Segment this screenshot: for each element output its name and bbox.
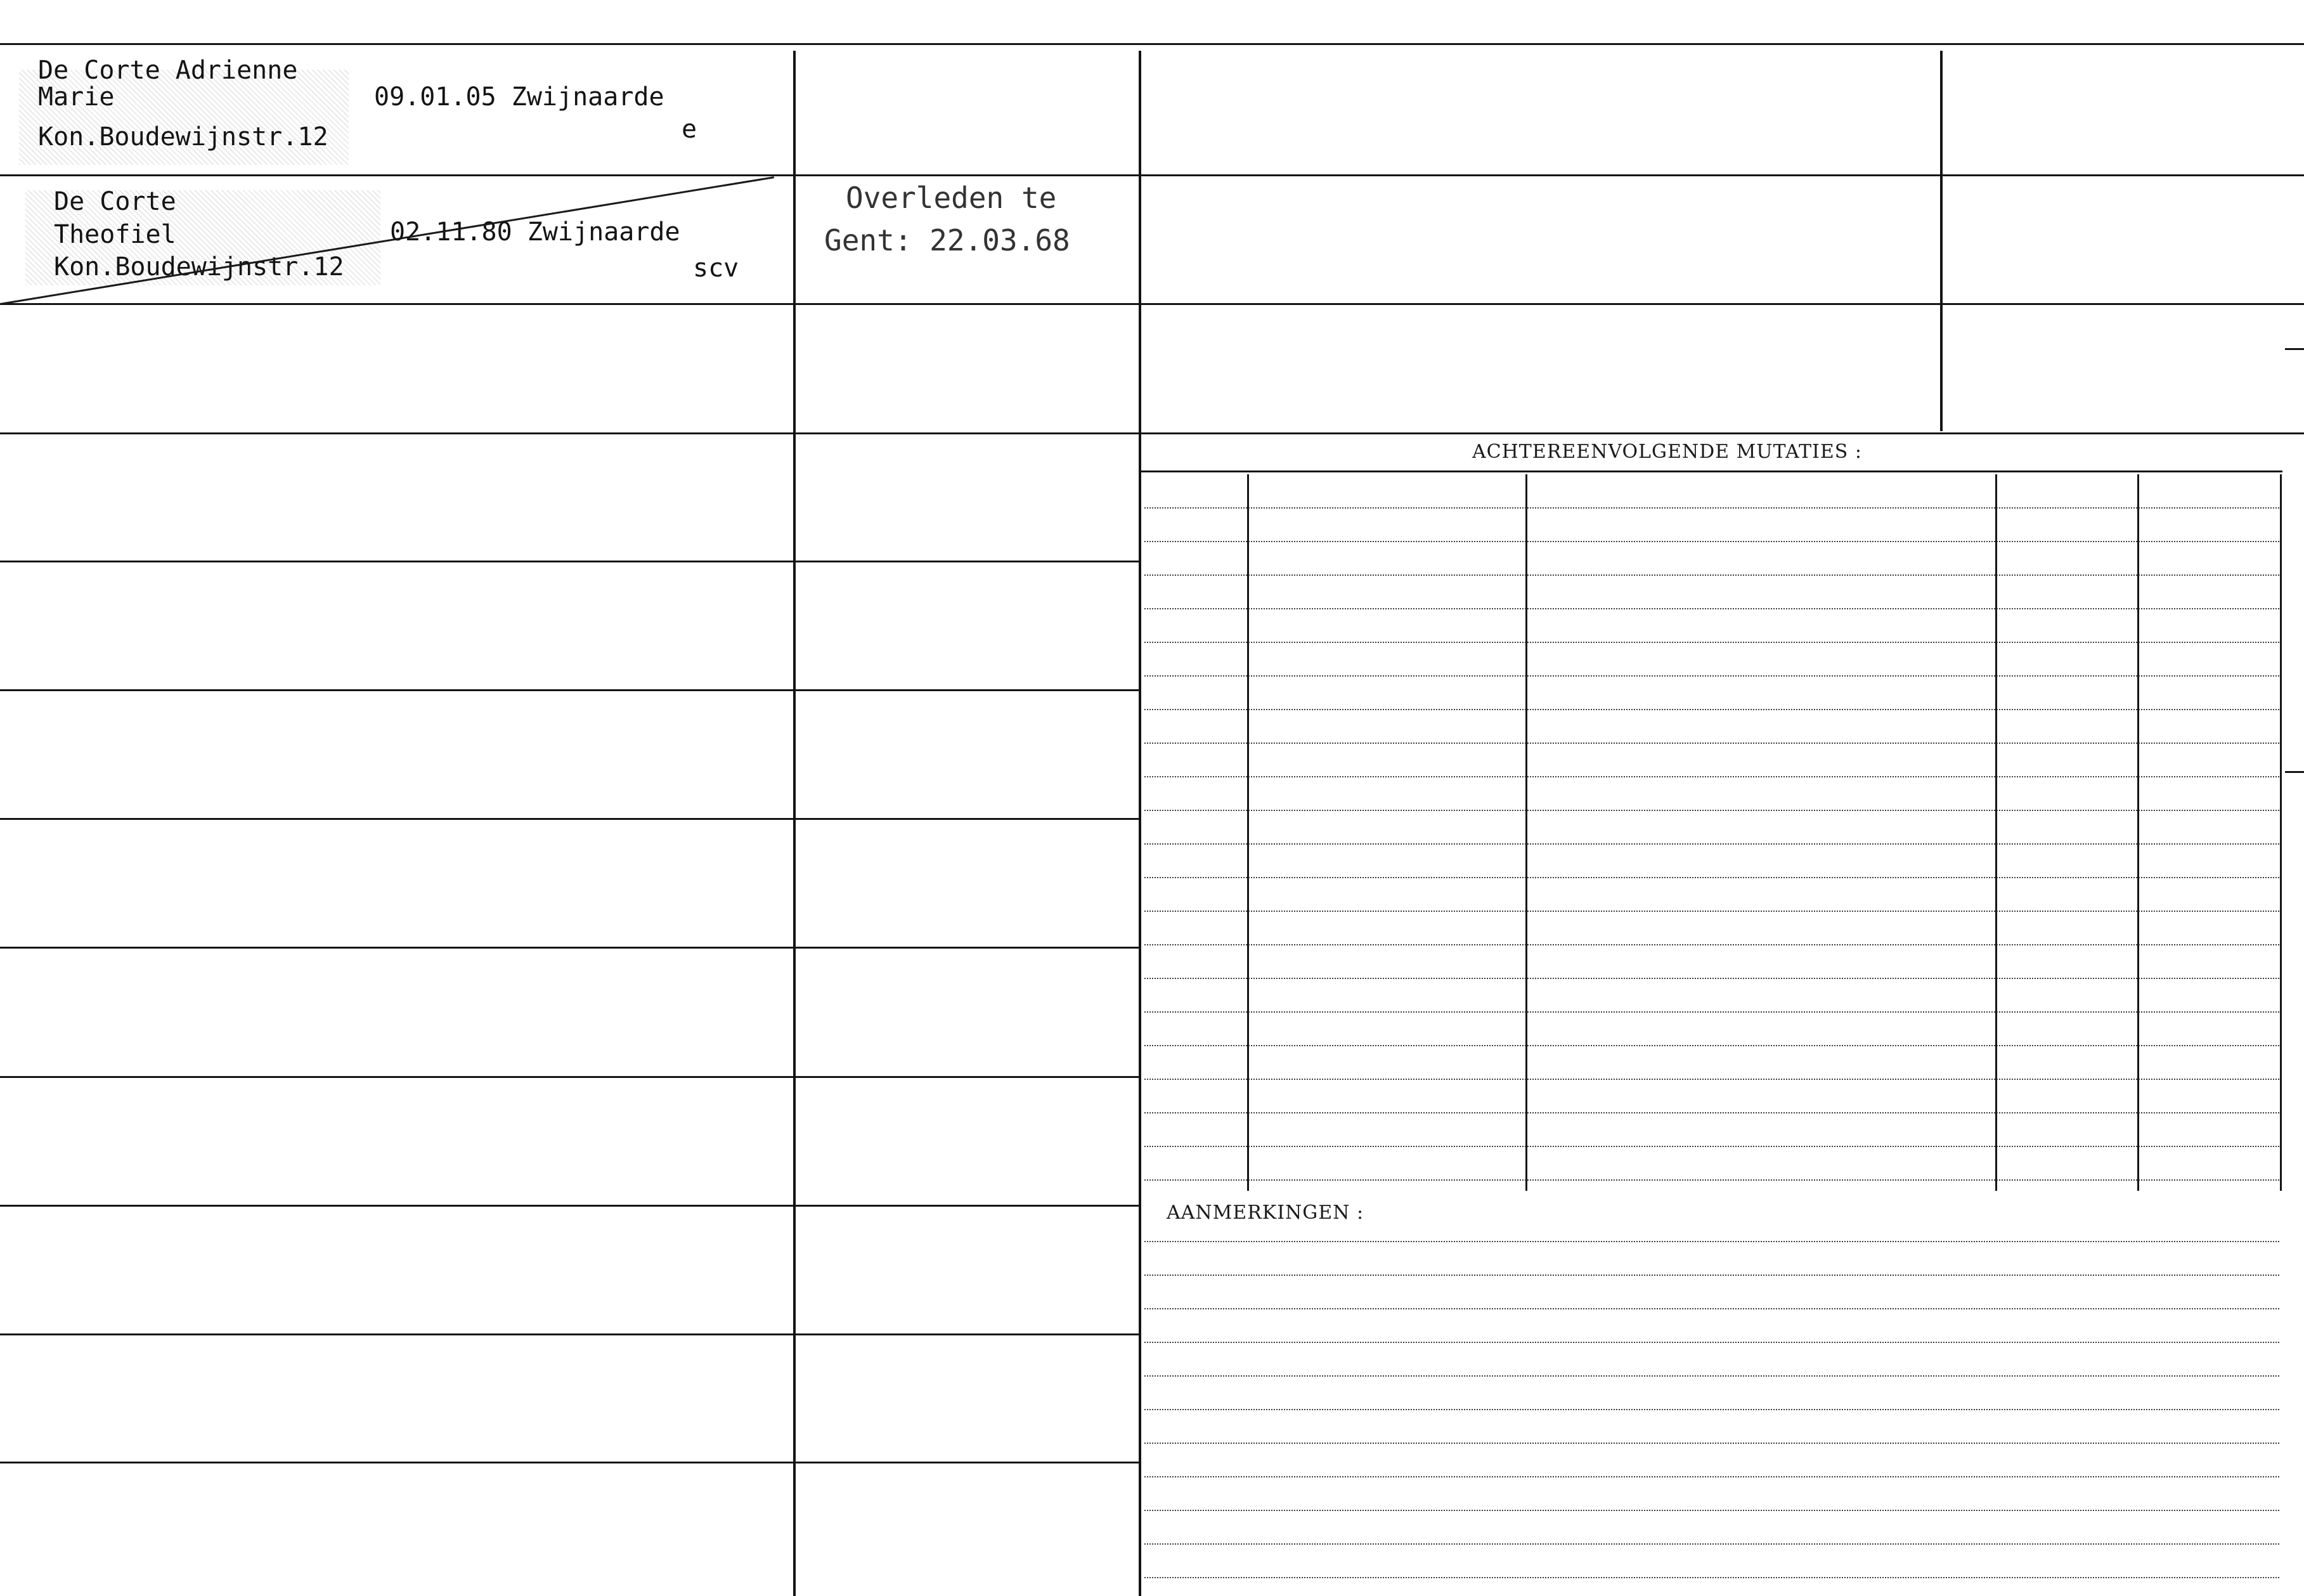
entry-2-name-line1: De Corte xyxy=(54,187,176,216)
mutaties-header-line xyxy=(1141,470,2282,472)
entry-1-code: e xyxy=(682,115,697,144)
entry-2-address: Kon.Boudewijnstr.12 xyxy=(54,252,344,282)
top-border xyxy=(0,43,2304,45)
mutaties-title: ACHTEREENVOLGENDE MUTATIES : xyxy=(1472,441,1862,463)
divider-right-top xyxy=(1940,51,1943,431)
entry-1-address: Kon.Boudewijnstr.12 xyxy=(38,122,328,152)
entry-2-remark-line1: Overleden te xyxy=(846,181,1057,215)
entry-2-remark-line2: Gent: 22.03.68 xyxy=(824,223,1070,257)
entry-1-date-place: 09.01.05 Zwijnaarde xyxy=(374,82,664,112)
divider-left xyxy=(793,51,796,1596)
entry-2-name-line2: Theofiel xyxy=(54,220,176,249)
aanmerkingen-title: AANMERKINGEN : xyxy=(1167,1202,1364,1224)
edge-mark-1 xyxy=(2285,348,2304,350)
entry-2-code: scv xyxy=(693,254,739,283)
edge-mark-2 xyxy=(2285,771,2304,773)
entry-1-name-line2: Marie xyxy=(38,82,115,112)
entry-1-name-line1: De Corte Adrienne xyxy=(38,56,298,85)
divider-middle xyxy=(1139,51,1141,1596)
entry-2-date-place: 02.11.80 Zwijnaarde xyxy=(390,217,680,247)
